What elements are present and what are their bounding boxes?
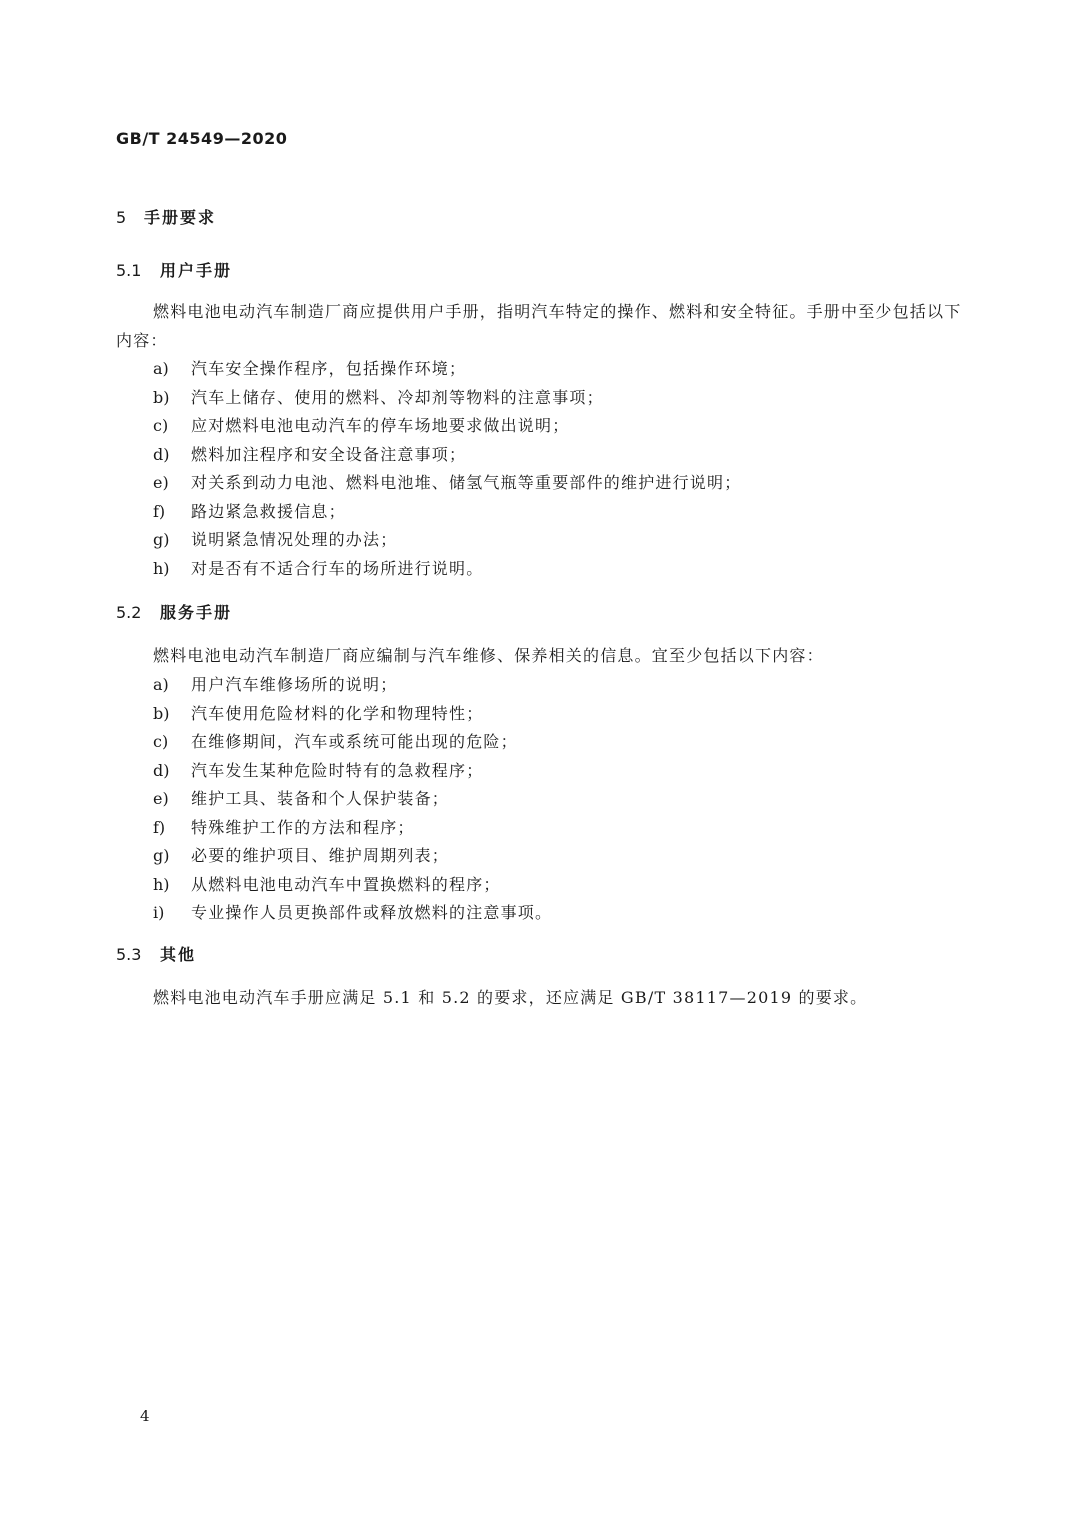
list-marker: b) — [153, 703, 170, 723]
list-marker: g) — [153, 530, 170, 549]
list-item — [153, 671, 552, 700]
list-item — [153, 871, 552, 900]
list-item-text: 维护工具、装备和个人保护装备； — [191, 789, 450, 808]
list-item-text: 汽车安全操作程序，包括操作环境； — [191, 359, 467, 378]
list-item-text: 特殊维护工作的方法和程序； — [191, 817, 415, 837]
list-marker: c) — [153, 416, 169, 435]
section-5-3-text: 燃料电池电动汽车手册应满足 5.1 和 5.2 的要求，还应满足 GB/T 38117—2019 的要求。 — [153, 988, 868, 1007]
list-item-text: 路边紧急救援信息； — [191, 501, 346, 521]
list-item-text: 必要的维护项目、维护周期列表； — [191, 846, 450, 865]
list-item — [153, 355, 741, 384]
list-item-text: 专业操作人员更换部件或释放燃料的注意事项。 — [191, 903, 553, 922]
section-5-2-intro: 燃料电池电动汽车制造厂商应编制与汽车维修、保养相关的信息。宜至少包括以下内容： — [153, 646, 824, 665]
list-item — [153, 469, 741, 498]
page-number: 4 — [140, 1407, 150, 1425]
section-title: 服务手册 — [160, 603, 233, 622]
list-marker: g) — [153, 846, 170, 865]
list-marker: a) — [153, 359, 169, 378]
section-heading-5-2 — [116, 602, 232, 624]
list-item — [153, 757, 552, 786]
list-item-text: 燃料加注程序和安全设备注意事项； — [191, 444, 467, 464]
list-item — [153, 555, 741, 584]
list-item — [153, 728, 552, 757]
list-item-text: 从燃料电池电动汽车中置换燃料的程序； — [191, 874, 501, 894]
section-number: 5 — [116, 208, 127, 227]
list-marker: d) — [153, 444, 170, 464]
list-item-text: 说明紧急情况处理的办法； — [191, 530, 398, 549]
list-item — [153, 526, 741, 555]
list-marker: c) — [153, 732, 169, 751]
section-5-2-list — [153, 671, 552, 928]
list-item-text: 用户汽车维修场所的说明； — [191, 675, 398, 694]
list-item — [153, 441, 741, 470]
list-marker: e) — [153, 473, 169, 492]
list-item — [153, 412, 741, 441]
list-item-text: 在维修期间，汽车或系统可能出现的危险； — [191, 732, 518, 751]
list-item — [153, 498, 741, 527]
section-5-1-intro: 燃料电池电动汽车制造厂商应提供用户手册，指明汽车特定的操作、燃料和安全特征。手册中至少包括以下内容： — [116, 302, 962, 350]
list-marker: h) — [153, 874, 170, 894]
list-item — [153, 899, 552, 928]
section-heading-5 — [116, 207, 216, 229]
list-marker: h) — [153, 558, 170, 578]
list-item-text: 汽车使用危险材料的化学和物理特性； — [191, 703, 484, 723]
list-marker: e) — [153, 789, 169, 808]
list-item-text: 汽车上储存、使用的燃料、冷却剂等物料的注意事项； — [191, 387, 604, 407]
list-item — [153, 384, 741, 413]
list-item-text: 对是否有不适合行车的场所进行说明。 — [191, 558, 484, 578]
list-item-text: 汽车发生某种危险时特有的急救程序； — [191, 760, 484, 780]
section-title: 用户手册 — [160, 261, 233, 280]
list-marker: i) — [153, 903, 165, 922]
section-number: 5.2 — [116, 603, 142, 622]
standard-code: GB/T 24549—2020 — [116, 129, 288, 148]
list-marker: d) — [153, 760, 170, 780]
list-item — [153, 785, 552, 814]
list-marker: b) — [153, 387, 170, 407]
list-item-text: 应对燃料电池电动汽车的停车场地要求做出说明； — [191, 416, 570, 435]
list-item — [153, 842, 552, 871]
list-item — [153, 700, 552, 729]
section-title: 手册要求 — [144, 208, 217, 227]
list-item-text: 对关系到动力电池、燃料电池堆、储氢气瓶等重要部件的维护进行说明； — [191, 473, 742, 492]
list-marker: a) — [153, 675, 169, 694]
section-heading-5-3 — [116, 944, 196, 966]
section-number: 5.1 — [116, 261, 142, 280]
section-title: 其他 — [160, 945, 197, 964]
section-heading-5-1 — [116, 260, 232, 282]
list-marker: f) — [153, 501, 166, 521]
list-item — [153, 814, 552, 843]
section-number: 5.3 — [116, 945, 142, 964]
section-5-1-list — [153, 355, 741, 583]
list-marker: f) — [153, 817, 166, 837]
